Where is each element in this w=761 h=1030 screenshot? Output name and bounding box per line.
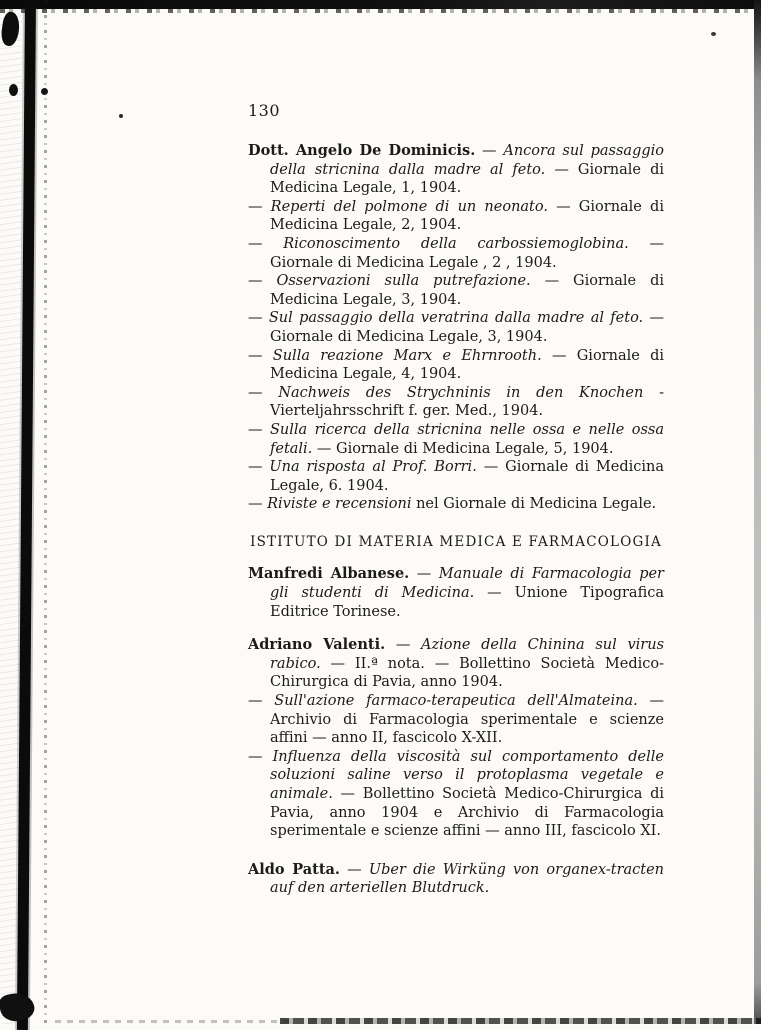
bibliography-entry [248, 384, 664, 421]
entry-run-normal: — Giornale di Medicina Legale, 6. 1904. [270, 459, 665, 494]
entry-run-italic: Sul passaggio della veratrina dalla madre al feto. [268, 310, 644, 327]
scan-artifact-top-edge [0, 0, 761, 9]
entry-run-italic: Una risposta al Prof. Borri. [269, 459, 477, 476]
bibliography-entry [248, 495, 664, 514]
entry-run-normal: — II.ª nota. — Bollettino Società Medico-Chirurgica di Pavia, anno 1904. [270, 655, 664, 691]
scan-artifact-right-edge [754, 0, 761, 1024]
section-heading: ISTITUTO DI MATERIA MEDICA E FARMACOLOGIA [250, 533, 662, 550]
bibliography-entry [248, 565, 664, 621]
entry-run-italic: Ancora sul passaggio della stricnina dalla madre al feto. [270, 143, 665, 178]
entry-run-normal: — [475, 143, 504, 159]
entry-run-normal: — [248, 198, 271, 215]
bibliography-entry [248, 235, 664, 272]
bibliography-entry [248, 347, 664, 384]
entry-run-normal: — Giornale di Medicina Legale, 2, 1904. [270, 198, 664, 234]
scan-artifact-ink-blob [41, 88, 48, 95]
scan-artifact-left-speckle [44, 0, 47, 1024]
entry-run-normal: — Giornale di Medicina Legale, 1, 1904. [270, 161, 664, 197]
scan-artifact-ink-blob [9, 84, 18, 96]
bibliography-entry [248, 421, 664, 458]
entry-run-normal: — [248, 310, 269, 327]
bibliography-entry [248, 198, 664, 235]
scan-artifact-bottom-edge-faint [55, 1020, 295, 1023]
bibliography-entry [248, 142, 664, 198]
entry-run-italic: Riviste e recensioni [267, 496, 412, 513]
entry-run-normal: — Giornale di Medicina Legale, 3, 1904. [270, 310, 665, 345]
bibliography-entry [248, 748, 664, 841]
bibliography-entry [248, 692, 664, 748]
entry-run-normal: — [248, 693, 275, 710]
entry-run-normal: — [248, 347, 273, 364]
entry-run-italic: Uber die Wirküng von organex-tracten auf den arteriellen Blutdruck. [270, 861, 665, 897]
bibliography-entry [248, 861, 664, 898]
entry-run-normal: — [339, 861, 369, 878]
entry-run-italic: Azione della Chinina sul virus rabico. [270, 637, 665, 672]
entry-run-italic: Sull'azione farmaco-terapeutica dell'Almateina. [274, 693, 638, 710]
entry-run-bold: Adriano Valenti. [248, 636, 386, 654]
scan-artifact-gutter-bar [17, 0, 36, 1030]
entry-run-italic: Sulla reazione Marx e Ehrnrooth. [272, 347, 542, 364]
entry-run-normal: — Giornale di Medicina Legale , 2 , 1904. [270, 235, 664, 271]
entry-run-bold: Dott. Angelo De Dominicis. [248, 142, 476, 159]
bibliography-entry [248, 458, 664, 495]
entry-run-normal: — [248, 459, 270, 476]
entry-run-normal: — [248, 235, 284, 252]
bibliography-entry [248, 309, 664, 346]
entry-run-italic: Osservazioni sulla putrefazione. [276, 273, 531, 290]
entry-run-bold: Manfredi Albanese. [248, 565, 410, 583]
entry-run-normal: — Giornale di Medicina Legale, 4, 1904. [270, 347, 664, 383]
page-number: 130 [248, 101, 281, 120]
entry-run-normal: — Unione Tipografica Editrice Torinese. [270, 585, 664, 620]
scan-artifact-left-noise [0, 0, 22, 1024]
entry-run-italic: Manuale di Farmacologia per gli studenti di Medicina. [270, 566, 664, 602]
entry-run-italic: Sulla ricerca della stricnina nelle ossa e nelle ossa fetali. [269, 421, 664, 457]
entry-run-normal: — [409, 566, 439, 583]
entry-run-normal: — Archivio di Farmacologia sperimentale e scienze affini — anno II, fascicolo X-XII. [270, 693, 664, 747]
bibliography-entry [248, 272, 664, 309]
bibliography-text-block [248, 142, 664, 898]
scan-artifact-bottom-edge [280, 1018, 761, 1024]
bibliography-entry [248, 636, 664, 692]
entry-run-bold: Aldo Patta. [248, 860, 340, 878]
entry-run-normal: - Vierteljahrsschrift f. ger. Med., 1904. [270, 384, 664, 420]
entry-run-normal: — [248, 748, 273, 765]
scan-artifact-corner-blob [0, 990, 37, 1024]
entry-run-normal: — Giornale di Medicina Legale, 3, 1904. [270, 273, 664, 308]
entry-run-normal: — [248, 496, 268, 513]
entry-run-italic: Riconoscimento della carbossiemoglobina. [283, 235, 629, 252]
scan-artifact-ink-blob [0, 11, 21, 47]
entry-run-normal: — [385, 637, 422, 654]
entry-run-normal: — [248, 384, 279, 401]
entry-run-normal: — [248, 273, 277, 290]
scan-artifact-top-edge-fray [0, 9, 761, 13]
entry-run-italic: Nachweis des Strychninis in den Knochen [278, 384, 644, 401]
entry-run-normal: — Bollettino Società Medico-Chirurgica di Pavia, anno 1904 e Archivio di Farmacologia sperimentale e scienze affini — anno III, fascicolo XI. [270, 786, 664, 840]
scan-artifact-speck [711, 32, 716, 36]
entry-run-italic: Reperti del polmone di un neonato. [270, 198, 548, 215]
entry-run-normal: — Giornale di Medicina Legale, 5, 1904. [312, 440, 614, 457]
entry-run-italic: Influenza della viscosità sul comportamento delle soluzioni saline verso il protoplasma vegetale e animale. [270, 748, 664, 802]
scan-artifact-speck [119, 114, 123, 118]
entry-run-normal: nel Giornale di Medicina Legale. [411, 496, 657, 513]
entry-run-normal: — [248, 421, 270, 438]
